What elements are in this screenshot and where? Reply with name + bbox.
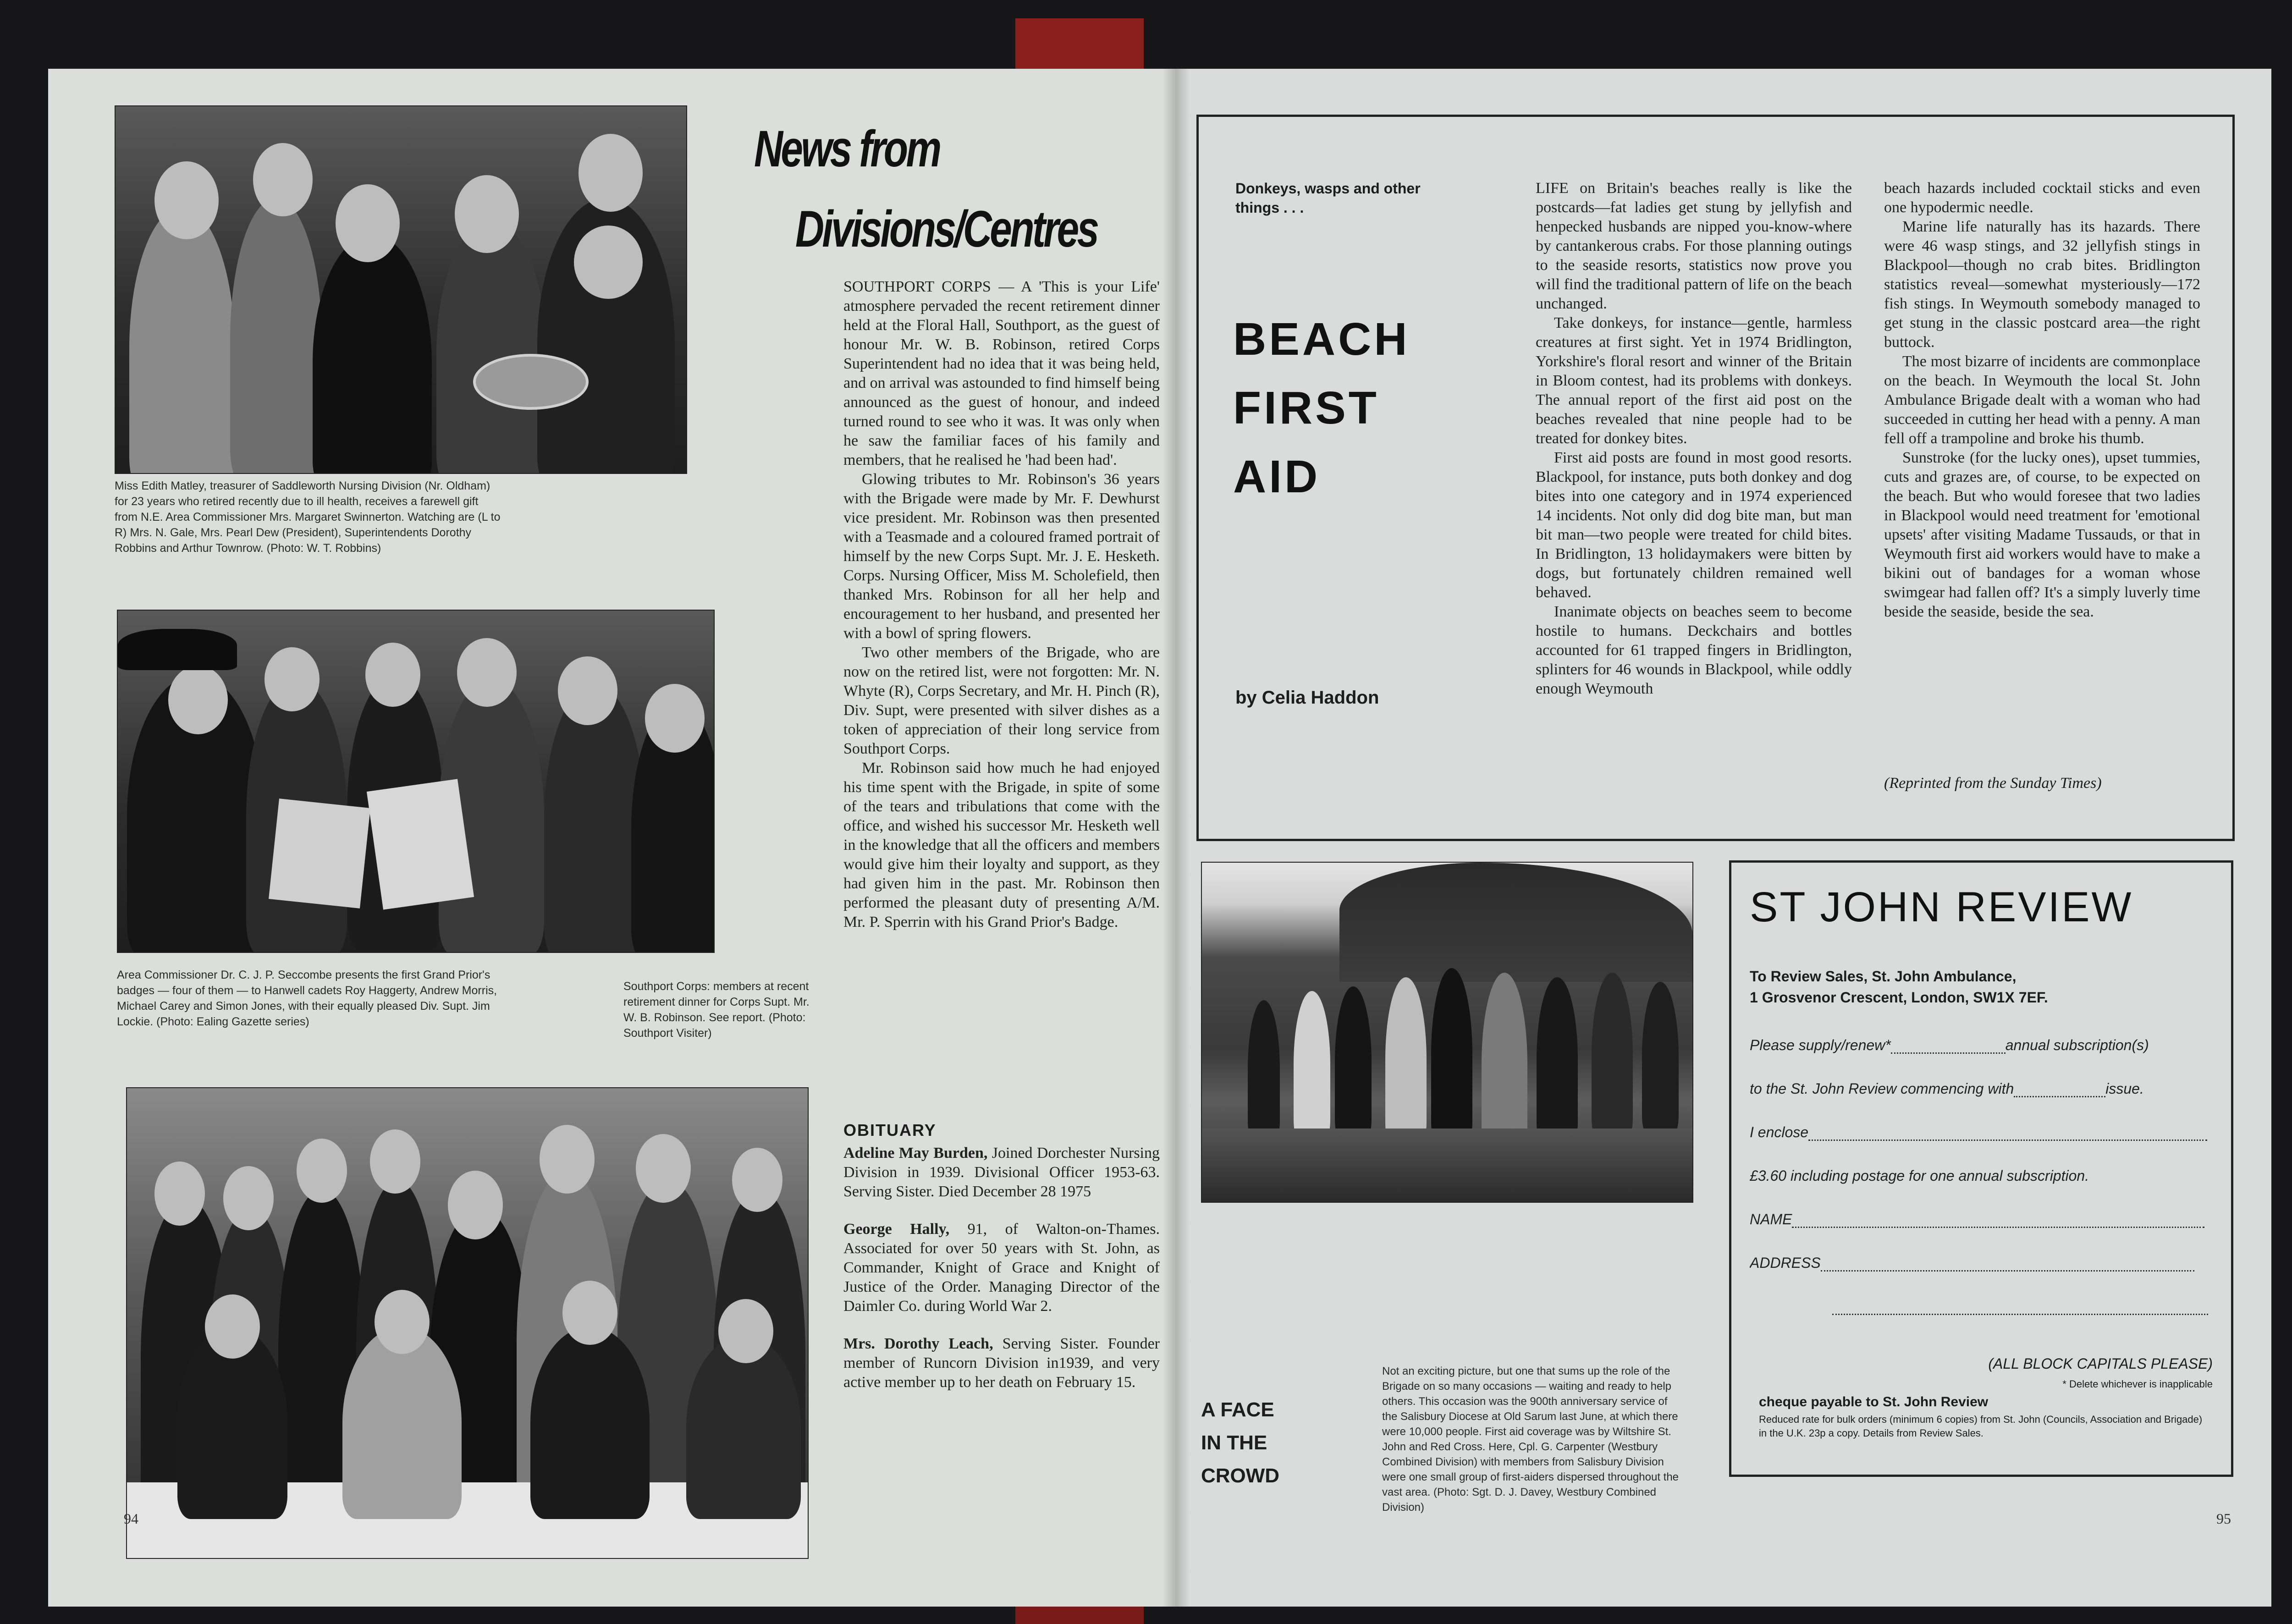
face-title-line: IN THE [1201,1431,1267,1454]
beach-paragraph: Sunstroke (for the lucky ones), upset tummies, cuts and grazes are, of course, to be expected on the beach. But who would foresee that two ladies in Blackpool would need treatment for 'emotional upsets' after visiting Madame Tussauds, or that in Weymouth first aid workers would have to make a bikini out of bandages for a woman whose swimgear had fallen off? It's a simply luverly time beside the seaside, beside the sea. [1884,449,2200,620]
commencing-issue-field[interactable]: to the St. John Review commencing with issue. [1750,1080,2144,1097]
enclose-field[interactable]: I enclose [1750,1124,2213,1141]
beach-paragraph: Inanimate objects on beaches seem to become hostile to humans. Deckchairs and bottles accounted for 61 trapped fingers in Bridlington, splinters for 46 wounds in Blackpool, while oddly enough Weymouth [1536,603,1852,697]
article-paragraph: SOUTHPORT CORPS — A 'This is your Life' atmosphere pervaded the recent retirement dinner held at the Floral Hall, Southport, as the guest of honour Mr. W. B. Robinson, retired Corps Superintendent had no idea that it was being held, and on arrival was astounded to find himself being announced as the guest of honour, and indeed turned round to see who it was. It was only when he saw the familiar faces of his family and members, that he realised he 'had been had'. [843,278,1160,468]
form-title: ST JOHN REVIEW [1750,884,2133,930]
face-title-line: CROWD [1201,1464,1280,1487]
article-paragraph: Mr. Robinson said how much he had enjoyed his time spent with the Brigade, in spite of some of the tears and tribulations that come with the office, and wished his successor Mr. Hesketh well in the knowledge that all the officers and members would give him their loyalty and support, as they had given him in the past. Mr. Robinson then performed the pleasant duty of presenting A/M. Mr. P. Sperrin with his Grand Prior's Badge. [843,760,1160,930]
supply-renew-field[interactable]: Please supply/renew* annual subscription(s) [1750,1037,2149,1053]
title-line: FIRST [1233,382,1379,434]
beach-paragraph: beach hazards included cocktail sticks and even one hypodermic needle. [1884,180,2200,216]
binding-strip-top [1015,18,1144,69]
kicker: Donkeys, wasps and other things . . . [1235,180,1421,216]
crowd-photo-caption: Not an exciting picture, but one that sums up the role of the Brigade on so many occasions — waiting and ready to help others. This occasion was the 900th anniversary service of the Salisbury Diocese at Old Sarum last June, at which there were 10,000 people. First aid coverage was by Wiltshire St. John and Red Cross. Here, Cpl. G. Carpenter (Westbury Combined Division) with members from Salisbury Division were one small group of first-aiders dispersed throughout the vast area. (Photo: Sgt. D. J. Davey, Westbury Combined Division) [1382,1365,1679,1514]
article-paragraph: Two other members of the Brigade, who are now on the retired list, were not forgotten: Mr. N. Whyte (R), Corps Secretary, and Mr. H. Pinch (R), Div. Supt, were presented with silver dishes as a token of appreciation of their long service from Southport Corps. [843,644,1160,757]
reprint-note: (Reprinted from the Sunday Times) [1884,775,2102,792]
name-field[interactable]: NAME [1750,1211,2213,1228]
form-fields [1750,1037,2213,1358]
photo-hanwell-cadets [117,610,715,953]
photo1-caption: Miss Edith Matley, treasurer of Saddleworth Nursing Division (Nr. Oldham) for 23 years who retired recently due to ill health, receives a farewell gift from N.E. Area Commissioner Mrs. Margaret Swinnerton. Watching are (L to R) Mrs. N. Gale, Mrs. Pearl Dew (President), Superintendents Dorothy Robbins and Arthur Townrow. (Photo: W. T. Robbins) [115,479,501,555]
subscription-form [1729,860,2233,1477]
article-paragraph: Glowing tributes to Mr. Robinson's 36 years with the Brigade were made by Mr. F. Dewhurst vice president. Mr. Robinson was then presented with a Teasmade and a coloured framed portrait of himself by the new Corps Supt. Mr. J. E. Hesketh. Corps. Nursing Officer, Miss M. Scholefield, then thanked Mrs. Robinson for all her help and encouragement to her husband, and presented her with a bowl of spring flowers. [843,471,1160,642]
obituary-entry: Mrs. Dorothy Leach, Serving Sister. Founder member of Runcorn Division in1939, and very active member up to her death on February 15. [843,1335,1160,1391]
a-face-in-the-crowd-title [1201,1393,1279,1492]
beach-first-aid-title [1233,305,1410,511]
obituary-list [843,1144,1160,1392]
book-spine-shadow [1162,69,1190,1607]
obituary-entry: George Hally, 91, of Walton-on-Thames. Associated for over 50 years with St. John, as Commander, Knight of Grace and Knight of Justice of the Order. Managing Director of the Daimler Co. during World War 2. [843,1221,1160,1315]
page-number-left: 94 [124,1510,138,1527]
left-page [48,69,1176,1607]
obituary-heading: OBITUARY [843,1121,937,1140]
right-page [1176,69,2271,1607]
address-field-line2[interactable] [1750,1298,2213,1315]
photo-crowd [1201,862,1693,1203]
southport-article [843,277,1160,932]
beach-column-1 [1536,179,1852,699]
photo-saddleworth-presentation [115,105,687,474]
headline-divisions-centres: Divisions/Centres [795,200,1097,258]
bulk-order-note: Reduced rate for bulk orders (minimum 6 copies) from St. John (Councils, Association and Brigade) in the U.K. 23p a copy. Details from Review Sales. [1759,1414,2203,1439]
delete-note: * Delete whichever is inapplicable [2062,1378,2213,1390]
byline: by Celia Haddon [1235,688,1379,708]
beach-paragraph: Take donkeys, for instance—gentle, harmless creatures at first sight. Yet in 1974 Bridlington, Yorkshire's floral resort and winner of the Britain in Bloom contest, had its problems with donkeys. The annual report of the first aid post on the beaches revealed that nine people had to be treated for donkey bites. [1536,314,1852,447]
obituary-entry: Adeline May Burden, Joined Dorchester Nursing Division in 1939. Divisional Officer 1953-63. Serving Sister. Died December 28 1975 [843,1145,1160,1200]
title-line: BEACH [1233,314,1410,365]
address-field[interactable]: ADDRESS [1750,1255,2213,1272]
photo-southport-dinner [126,1087,809,1559]
price-note: £3.60 including postage for one annual subscription. [1750,1167,2089,1184]
beach-paragraph: Marine life naturally has its hazards. There were 46 wasp stings, and 32 jellyfish stings in Blackpool—though no crab bites. Bridlington statistics reveal—somewhat mysteriously—172 fish stings. In Weymouth somebody managed to get stung in the classic postcard area—the right buttock. [1884,218,2200,351]
address-line: To Review Sales, St. John Ambulance, [1750,968,2017,985]
photo3-caption: Southport Corps: members at recent retirement dinner for Corps Supt. Mr. W. B. Robinson. See report. (Photo: Southport Visiter) [623,980,810,1040]
beach-column-2 [1884,179,2200,622]
beach-paragraph: LIFE on Britain's beaches really is like the postcards—fat ladies get stung by jellyfish and henpecked husbands are nipped you-know-where by cantankerous crabs. For those planning outings to the seaside resorts, statistics now prove you will find the traditional pattern of life on the beach unchanged. [1536,180,1852,312]
page-number-right: 95 [2216,1510,2231,1527]
beach-paragraph: First aid posts are found in most good resorts. Blackpool, for instance, puts both donkey and dog bites into one category and in 1974 experienced 14 incidents. Not only did dog bite man, but man bit man—two people were treated for child bites. In Bridlington, 13 holidaymakers were bitten by dogs, but fortunately children remained well behaved. [1536,449,1852,601]
block-capitals-note: (ALL BLOCK CAPITALS PLEASE) [1988,1355,2213,1372]
headline-news-from: News from [754,120,940,177]
photo2-caption: Area Commissioner Dr. C. J. P. Seccombe presents the first Grand Prior's badges — four of them — to Hanwell cadets Roy Haggerty, Andrew Morris, Michael Carey and Simon Jones, with their equally pleased Div. Supt. Jim Lockie. (Photo: Ealing Gazette series) [117,969,497,1028]
face-title-line: A FACE [1201,1398,1274,1421]
beach-paragraph: The most bizarre of incidents are commonplace on the beach. In Weymouth the local St. John Ambulance Brigade dealt with a woman who had succeeded in cutting her head with a penny. A man fell off a trampoline and broke his thumb. [1884,353,2200,447]
title-line: AID [1233,451,1321,502]
address-line: 1 Grosvenor Crescent, London, SW1X 7EF. [1750,989,2048,1006]
form-address [1750,966,2048,1008]
cheque-payable: cheque payable to St. John Review [1759,1394,1989,1409]
